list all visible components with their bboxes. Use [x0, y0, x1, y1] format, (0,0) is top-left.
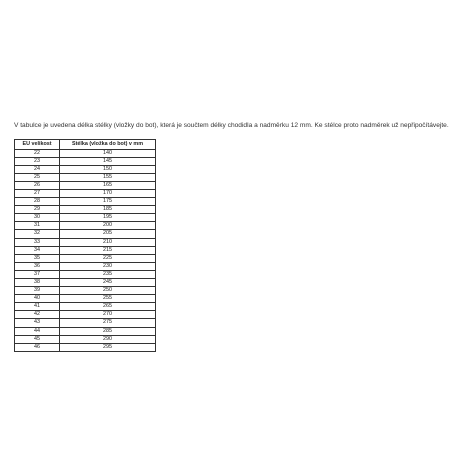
- insole-length-cell: 170: [60, 189, 156, 197]
- insole-length-cell: 215: [60, 246, 156, 254]
- eu-size-cell: 46: [15, 343, 60, 351]
- table-row: [15, 335, 156, 343]
- table-row: [15, 327, 156, 335]
- insole-length-cell: 295: [60, 343, 156, 351]
- table-row: [15, 149, 156, 157]
- insole-length-cell: 230: [60, 262, 156, 270]
- eu-size-cell: 23: [15, 157, 60, 165]
- eu-size-cell: 36: [15, 262, 60, 270]
- eu-size-cell: 37: [15, 270, 60, 278]
- eu-size-cell: 45: [15, 335, 60, 343]
- eu-size-cell: 26: [15, 181, 60, 189]
- table-row: [15, 303, 156, 311]
- size-table-header: [15, 140, 156, 150]
- eu-size-cell: 44: [15, 327, 60, 335]
- insole-length-cell: 265: [60, 303, 156, 311]
- insole-length-cell: 145: [60, 157, 156, 165]
- table-row: [15, 214, 156, 222]
- table-row: [15, 262, 156, 270]
- insole-length-cell: 185: [60, 206, 156, 214]
- header-eu-size: EU velikost: [15, 140, 60, 150]
- table-row: [15, 181, 156, 189]
- insole-length-cell: 285: [60, 327, 156, 335]
- eu-size-cell: 41: [15, 303, 60, 311]
- eu-size-cell: 28: [15, 198, 60, 206]
- size-table: [14, 139, 156, 352]
- insole-length-cell: 270: [60, 311, 156, 319]
- eu-size-cell: 22: [15, 149, 60, 157]
- size-table-body: [15, 149, 156, 351]
- eu-size-cell: 35: [15, 254, 60, 262]
- table-row: [15, 198, 156, 206]
- eu-size-cell: 38: [15, 279, 60, 287]
- eu-size-cell: 32: [15, 230, 60, 238]
- table-row: [15, 230, 156, 238]
- insole-length-cell: 205: [60, 230, 156, 238]
- insole-length-cell: 175: [60, 198, 156, 206]
- insole-length-cell: 290: [60, 335, 156, 343]
- table-row: [15, 238, 156, 246]
- insole-length-cell: 225: [60, 254, 156, 262]
- insole-length-cell: 245: [60, 279, 156, 287]
- eu-size-cell: 42: [15, 311, 60, 319]
- eu-size-cell: 34: [15, 246, 60, 254]
- table-row: [15, 254, 156, 262]
- eu-size-cell: 27: [15, 189, 60, 197]
- intro-text: V tabulce je uvedena délka stélky (vložky do bot), která je součtem délky chodidla a nadměrku 12 mm. Ke stélce proto nadměrek už nepřipočítávejte.: [14, 122, 449, 129]
- table-row: [15, 165, 156, 173]
- table-row: [15, 173, 156, 181]
- table-row: [15, 206, 156, 214]
- header-insole-length: Stélka (vložka do bot) v mm: [60, 140, 156, 150]
- eu-size-cell: 33: [15, 238, 60, 246]
- table-row: [15, 246, 156, 254]
- insole-length-cell: 155: [60, 173, 156, 181]
- eu-size-cell: 29: [15, 206, 60, 214]
- table-row: [15, 189, 156, 197]
- eu-size-cell: 24: [15, 165, 60, 173]
- table-row: [15, 222, 156, 230]
- eu-size-cell: 25: [15, 173, 60, 181]
- header-row: [15, 140, 156, 150]
- insole-length-cell: 235: [60, 270, 156, 278]
- insole-length-cell: 165: [60, 181, 156, 189]
- eu-size-cell: 40: [15, 295, 60, 303]
- insole-length-cell: 150: [60, 165, 156, 173]
- eu-size-cell: 30: [15, 214, 60, 222]
- table-row: [15, 287, 156, 295]
- eu-size-cell: 43: [15, 319, 60, 327]
- table-row: [15, 319, 156, 327]
- insole-length-cell: 140: [60, 149, 156, 157]
- table-row: [15, 311, 156, 319]
- table-row: [15, 295, 156, 303]
- insole-length-cell: 210: [60, 238, 156, 246]
- insole-length-cell: 195: [60, 214, 156, 222]
- eu-size-cell: 31: [15, 222, 60, 230]
- table-row: [15, 157, 156, 165]
- eu-size-cell: 39: [15, 287, 60, 295]
- insole-length-cell: 255: [60, 295, 156, 303]
- table-row: [15, 279, 156, 287]
- table-row: [15, 343, 156, 351]
- insole-length-cell: 200: [60, 222, 156, 230]
- insole-length-cell: 250: [60, 287, 156, 295]
- insole-length-cell: 275: [60, 319, 156, 327]
- table-row: [15, 270, 156, 278]
